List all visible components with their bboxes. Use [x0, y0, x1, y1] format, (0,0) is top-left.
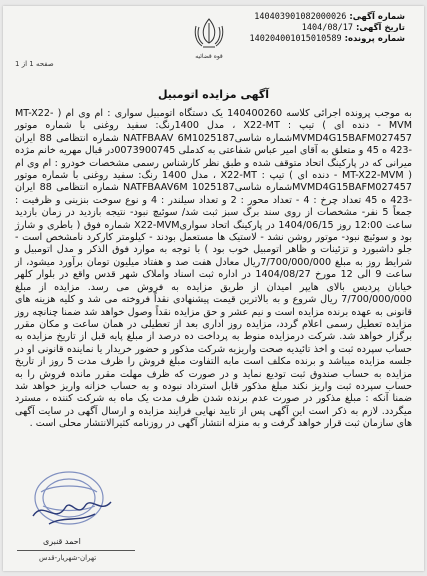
ad-number-label: شماره آگهی: [349, 12, 405, 22]
page-number: صفحه 1 از 1 [15, 60, 54, 68]
ad-number-row [243, 12, 405, 23]
ad-number: 140403901082000026 [254, 12, 347, 22]
document-page [3, 6, 424, 571]
signatory-name: احمد قنبری [43, 537, 81, 546]
auction-notice-body: به موجب پرونده اجرائی کلاسه 140400260 یک دستگاه اتومبیل سواری : ام وی ام ( MT-X22-MVM - دنده ای ) تیپ : X22-MT ، مدل 1400رنگ: سفید روغنی با شماره موتور MVMD4G15BAFM027457شماره شاسیNATFBAAV 6M1025187 شماره انتظامی 88 ایران -423 ه 45 و متعلق به آقای امیر عباس شفاعتی به کدملی 0073900745در قبال مهریه خانم مژده میرانی که در پارکینگ اتحاد متوقف شده و طبق نظر کارشناس رسمی مشخصات خودرو : ام وی ام ( MT-X22-MVM - دنده ای ) تیپ : X22-MT ، مدل 1400 رنگ: سفید روغنی با شماره موتور MVMD4G15BAFM027457شماره شاسیNATFBAAV6M 1025187 شماره انتظامی 88 ایران -423 ه 45 تعداد چرخ : 4 - تعداد محور : 2 و تعداد سیلندر : 4 و نوع سوخت بنزینی و ظرفیت : جمعاً 5 نفر- مشخصات از روی سند برگ سبز ثبت شد/ سوئیچ نبود- نتیجه بازدید در زمان بازدید ساعت 12:00 روز 1404/06/15 در پارکینگ اتحاد سواریX22-MVM شماره فوق ( باطری و شارژ بود و سوئیچ نبود- موتور روشن نشد - لاستیک ها مستعمل بودند - کیلومتر کارکرد نامشخص است - جلو داشبورد و تزئینات و ظاهر اتومبیل خوب بود ) با توجه به موارد فوق الذکر و مدل اتومبیل و شرایط روز به مبلغ 7/700/000/000ریال معادل هفت صد و هفتاد میلیون تومان برآورد میشود، از ساعت 9 الی 12 مورخ 1404/08/27 در اداره ثبت اسناد واملاک شهر قدس واقع در بلوار کلهر خیابان پردیس بالای هایپر امیدان از طریق مزایده به فروش می رسد. مزایده از مبلغ 7/700/000/000 ریال شروع و به بالاترین قیمت پیشنهادی نقداً فروخته می شد و کلیه هزینه های قانونی به عهده برنده مزایده است و نیم عشر و حق مزایده نقداً وصول خواهد شد ضمنا چنانچه روز مزایده تعطیل رسمی اعلام گردد، مزایده روز اداری بعد از تعطیلی در همان ساعت و مکان مقرر برگزار خواهد شد. شرکت درمزایده منوط به پرداخت ده درصد از مبلغ پایه قبل از تاریخ مزایده به حساب سپرده ثبت و اخذ تائیدیه صحت واریزیه شرکت مذکور و حضور خریدار یا نماینده قانونی او در جلسه مزایده میباشد و برنده مکلف است مابه التفاوت مبلغ فروش را ظرف مدت 5 روز از تاریخ مزایده به حساب صندوق ثبت تودیع نماید و در صورت که ظرف مهلت مقرر مانده فروش را به حساب سپرده ثبت واریز نکند مبلغ مذکور قابل استرداد نبوده و به حساب خزانه واریز خواهد شد ضمنا آنکه : مبلغ مذکور در صورت عدم برنده شدن ظرف مدت یک ماه به شرکت کننده ، مسترد میگردد. لازم به ذکر است این آگهی پس از تایید نهایی فرایند مزایده و ارسال آگهی در سایت آگهی های سازمان ثبت قرار خواهد گرفت و به منزله انتشار آگهی در روزنامه کثیرالانتشار محلی است . [15, 108, 413, 430]
case-number-row [243, 34, 405, 45]
ad-date: 1404/08/17 [301, 23, 353, 33]
document-title: آگهی مزایده اتومبیل [157, 88, 270, 101]
judiciary-emblem-icon [188, 14, 230, 62]
ad-date-label: تاریخ آگهی: [355, 23, 405, 33]
signatory-location: تهران-شهریار-قدس [39, 554, 97, 562]
ad-date-row [243, 23, 405, 34]
ad-metadata [243, 12, 405, 45]
official-stamp-icon [19, 466, 123, 536]
signature-divider [17, 550, 135, 551]
logo-caption: قوه قضائیه [195, 53, 223, 60]
case-number-label: شماره پرونده: [344, 34, 405, 44]
case-number: 140204001015010589 [249, 34, 342, 44]
